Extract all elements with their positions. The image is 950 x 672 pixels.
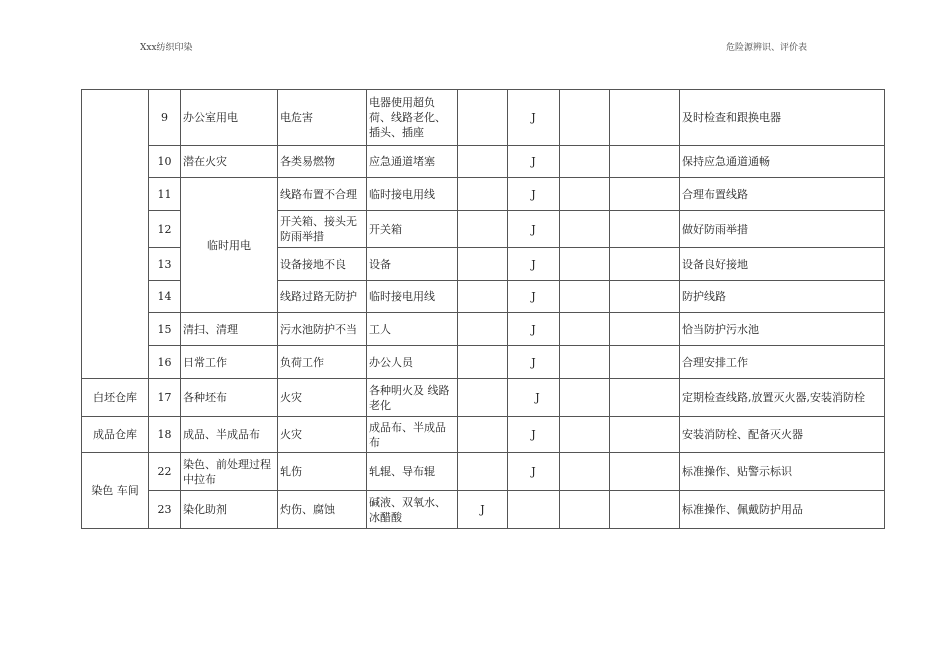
- activity-cell: 成品、半成品布: [181, 417, 278, 453]
- activity-cell: 各种坯布: [181, 379, 278, 417]
- level-cell: [560, 90, 610, 146]
- row-number: 15: [149, 313, 181, 346]
- area-dyeing-workshop: 染色 车间: [82, 453, 149, 529]
- level-cell: [610, 90, 680, 146]
- level-cell: [508, 491, 560, 529]
- hazard-cell: 火灾: [278, 379, 367, 417]
- hazard-cell: 轧伤: [278, 453, 367, 491]
- cause-cell: 各种明火及 线路老化: [367, 379, 458, 417]
- evaluation-mark: J: [508, 346, 560, 379]
- level-cell: [458, 248, 508, 281]
- level-cell: [610, 178, 680, 211]
- cause-cell: 开关箱: [367, 211, 458, 248]
- cause-cell: 临时接电用线: [367, 178, 458, 211]
- row-number: 9: [149, 90, 181, 146]
- level-cell: [458, 313, 508, 346]
- hazard-cell: 火灾: [278, 417, 367, 453]
- level-cell: [560, 379, 610, 417]
- level-cell: [610, 491, 680, 529]
- evaluation-mark: J: [508, 146, 560, 178]
- cause-cell: 应急通道堵塞: [367, 146, 458, 178]
- evaluation-mark: J: [508, 281, 560, 313]
- level-cell: [458, 90, 508, 146]
- hazard-cell: 各类易燃物: [278, 146, 367, 178]
- hazard-cell: 开关箱、接头无防雨举措: [278, 211, 367, 248]
- level-cell: [560, 491, 610, 529]
- activity-cell: 清扫、清理: [181, 313, 278, 346]
- cause-cell: 办公人员: [367, 346, 458, 379]
- hazard-cell: 灼伤、腐蚀: [278, 491, 367, 529]
- level-cell: [560, 211, 610, 248]
- evaluation-mark: J: [508, 453, 560, 491]
- row-number: 10: [149, 146, 181, 178]
- measure-cell: 定期检查线路,放置灭火器,安装消防栓: [680, 379, 885, 417]
- evaluation-mark: J: [508, 90, 560, 146]
- measure-cell: 合理布置线路: [680, 178, 885, 211]
- hazard-cell: 线路过路无防护: [278, 281, 367, 313]
- table-row: [82, 146, 885, 178]
- hazard-table: [81, 89, 885, 529]
- row-number: 23: [149, 491, 181, 529]
- area-white-blank-warehouse: 白坯仓库: [82, 379, 149, 417]
- evaluation-mark: J: [508, 417, 560, 453]
- area-finished-goods-warehouse: 成品仓库: [82, 417, 149, 453]
- activity-cell: 染色、前处理过程中拉布: [181, 453, 278, 491]
- measure-cell: 做好防雨举措: [680, 211, 885, 248]
- measure-cell: 标准操作、贴警示标识: [680, 453, 885, 491]
- measure-cell: 保持应急通道通畅: [680, 146, 885, 178]
- table-row: [82, 346, 885, 379]
- table-row: [82, 178, 885, 211]
- measure-cell: 标准操作、佩戴防护用品: [680, 491, 885, 529]
- level-cell: [560, 248, 610, 281]
- row-number: 18: [149, 417, 181, 453]
- level-cell: [458, 146, 508, 178]
- area-cell-blank: [82, 90, 149, 379]
- level-cell: [610, 146, 680, 178]
- level-cell: [458, 178, 508, 211]
- level-cell: [560, 453, 610, 491]
- cause-cell: 设备: [367, 248, 458, 281]
- header-company: Xxx纺织印染: [140, 43, 193, 53]
- measure-cell: 合理安排工作: [680, 346, 885, 379]
- hazard-cell: 线路布置不合理: [278, 178, 367, 211]
- row-number: 16: [149, 346, 181, 379]
- row-number: 14: [149, 281, 181, 313]
- hazard-cell: 电危害: [278, 90, 367, 146]
- evaluation-mark: J: [458, 491, 508, 529]
- table-row: [82, 379, 885, 417]
- cause-cell: 电器使用超负荷、线路老化、插头、插座: [367, 90, 458, 146]
- activity-cell: 日常工作: [181, 346, 278, 379]
- level-cell: [560, 178, 610, 211]
- level-cell: [458, 281, 508, 313]
- measure-cell: 防护线路: [680, 281, 885, 313]
- measure-cell: 及时检查和跟换电器: [680, 90, 885, 146]
- level-cell: [610, 281, 680, 313]
- evaluation-mark: J: [508, 313, 560, 346]
- level-cell: [560, 313, 610, 346]
- level-cell: [610, 453, 680, 491]
- cause-cell: 轧辊、导布辊: [367, 453, 458, 491]
- level-cell: [560, 281, 610, 313]
- level-cell: [610, 313, 680, 346]
- evaluation-mark: J: [508, 248, 560, 281]
- evaluation-mark-cell: [508, 379, 560, 417]
- level-cell: [610, 211, 680, 248]
- row-number: 12: [149, 211, 181, 248]
- evaluation-mark: J: [535, 391, 540, 404]
- table-row: [82, 491, 885, 529]
- measure-cell: 设备良好接地: [680, 248, 885, 281]
- evaluation-mark: J: [508, 178, 560, 211]
- row-number: 13: [149, 248, 181, 281]
- activity-cell: 潜在火灾: [181, 146, 278, 178]
- table-row: [82, 417, 885, 453]
- level-cell: [458, 417, 508, 453]
- cause-cell: 碱液、双氧水、冰醋酸: [367, 491, 458, 529]
- cause-cell: 临时接电用线: [367, 281, 458, 313]
- row-number: 17: [149, 379, 181, 417]
- hazard-cell: 污水池防护不当: [278, 313, 367, 346]
- level-cell: [458, 379, 508, 417]
- activity-temp-power: 临时用电: [181, 178, 278, 313]
- activity-cell: 办公室用电: [181, 90, 278, 146]
- level-cell: [610, 379, 680, 417]
- level-cell: [560, 417, 610, 453]
- level-cell: [610, 346, 680, 379]
- evaluation-mark: J: [508, 211, 560, 248]
- level-cell: [610, 417, 680, 453]
- level-cell: [560, 346, 610, 379]
- row-number: 22: [149, 453, 181, 491]
- table-row: [82, 313, 885, 346]
- level-cell: [560, 146, 610, 178]
- table-row: [82, 90, 885, 146]
- table-row: [82, 453, 885, 491]
- level-cell: [458, 453, 508, 491]
- hazard-cell: 负荷工作: [278, 346, 367, 379]
- level-cell: [458, 211, 508, 248]
- measure-cell: 恰当防护污水池: [680, 313, 885, 346]
- measure-cell: 安装消防栓、配备灭火器: [680, 417, 885, 453]
- level-cell: [610, 248, 680, 281]
- level-cell: [458, 346, 508, 379]
- row-number: 11: [149, 178, 181, 211]
- cause-cell: 工人: [367, 313, 458, 346]
- hazard-cell: 设备接地不良: [278, 248, 367, 281]
- activity-cell: 染化助剂: [181, 491, 278, 529]
- cause-cell: 成品布、半成品布: [367, 417, 458, 453]
- header-doc-title: 危险源辨识、评价表: [725, 43, 807, 53]
